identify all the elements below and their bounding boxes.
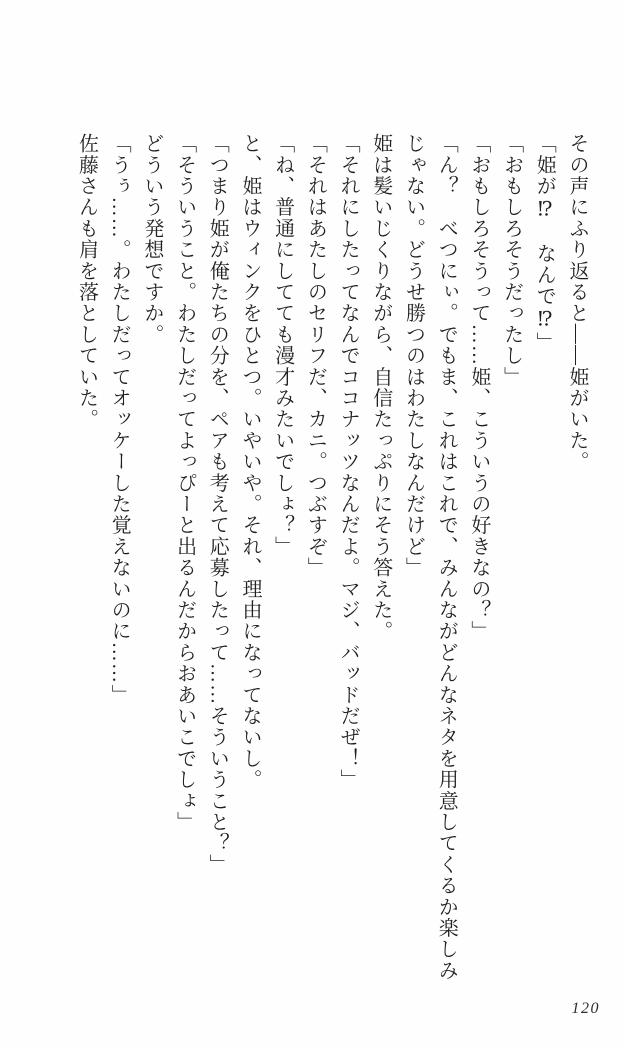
text-line: 「それにしたってなんでココナッツなんだよ。マジ、バッドだぜ！」: [337, 133, 360, 791]
text-line: 「そういうこと。わたしだってよっぴーと出るんだからおあいこでしょ」: [173, 133, 196, 833]
text-line: 「おもしろそうって……姫、こういうの好きなの？」: [467, 133, 490, 642]
text-line: 「つまり姫が俺たちの分を、ペアも考えて応募したって……そういうこと？」: [206, 133, 229, 875]
text-line: と、姫はウィンクをひとつ。いやいや。それ、理由になってないし。: [238, 133, 261, 791]
text-line: 「ね、普通にしてても漫才みたいでしょ？」: [271, 133, 294, 557]
vertical-text-block: [70, 133, 593, 985]
page-number: 120: [571, 1000, 600, 1017]
text-line: じゃない。どうせ勝つのはわたしなんだけど」: [402, 133, 425, 579]
text-line: 「ん？ べつにぃ。でもま、これはこれで、みんながどんなネタを用意してくるか楽しみ: [435, 133, 458, 981]
text-line: 「おもしろそうだったし」: [500, 133, 523, 388]
text-line: どういう発想ですか。: [140, 133, 163, 345]
text-line: 「それはあたしのセリフだ、カニ。つぶすぞ」: [304, 133, 327, 579]
text-line: 「姫が⁉ なんで⁉」: [533, 133, 556, 353]
text-line: 佐藤さんも肩を落としていた。: [75, 133, 98, 430]
text-line: 姫は髪いじくりながら、自信たっぷりにそう答えた。: [369, 133, 392, 642]
text-line: 「うぅ……。わたしだってオッケーした覚えないのに……」: [108, 133, 131, 706]
text-line: その声にふり返ると――姫がいた。: [566, 133, 588, 473]
